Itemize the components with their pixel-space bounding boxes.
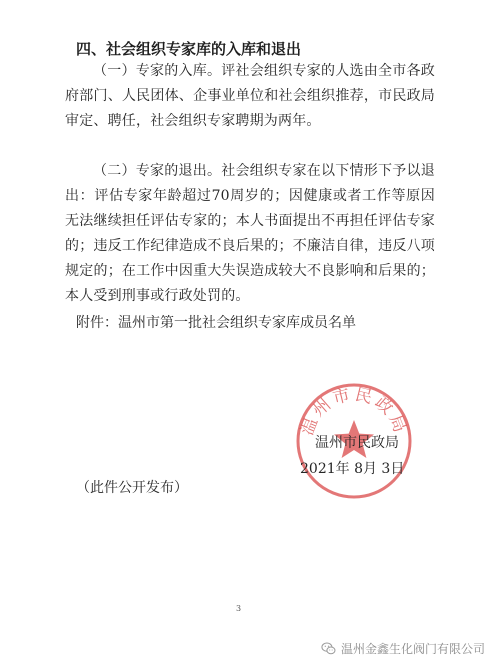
issue-date: 2021年 8月 3日 (300, 461, 405, 477)
seal-text: 温州市民政局 (297, 384, 411, 439)
wechat-icon (321, 641, 336, 656)
attachment-line: 附件：温州市第一批社会组织专家库成员名单 (76, 315, 356, 331)
account-name: 温州金鑫生化阀门有限公司 (340, 642, 485, 656)
page-number: 3 (236, 604, 242, 613)
wechat-watermark (321, 640, 485, 657)
issuer-name: 温州市民政局 (315, 435, 399, 451)
section-heading: 四、社会组织专家库的入库和退出 (76, 40, 302, 58)
publication-notice: （此件公开发布） (76, 480, 188, 496)
paragraph-entry: （一）专家的入库。评社会组织专家的人选由全市各政府部门、人民团体、企事业单位和社会组织推荐，市民政局审定、聘任，社会组织专家聘期为两年。 (65, 63, 435, 129)
paragraph-exit: （二）专家的退出。社会组织专家在以下情形下予以退出：评估专家年龄超过70周岁的；因健康或者工作等原因无法继续担任评估专家的；本人书面提出不再担任评估专家的；违反工作纪律造成不良后果的；不廉洁自律，违反八项规定的；在工作中因重大失误造成较大不良影响和后果的；本人受到刑事或行政处罚的。 (65, 163, 435, 304)
